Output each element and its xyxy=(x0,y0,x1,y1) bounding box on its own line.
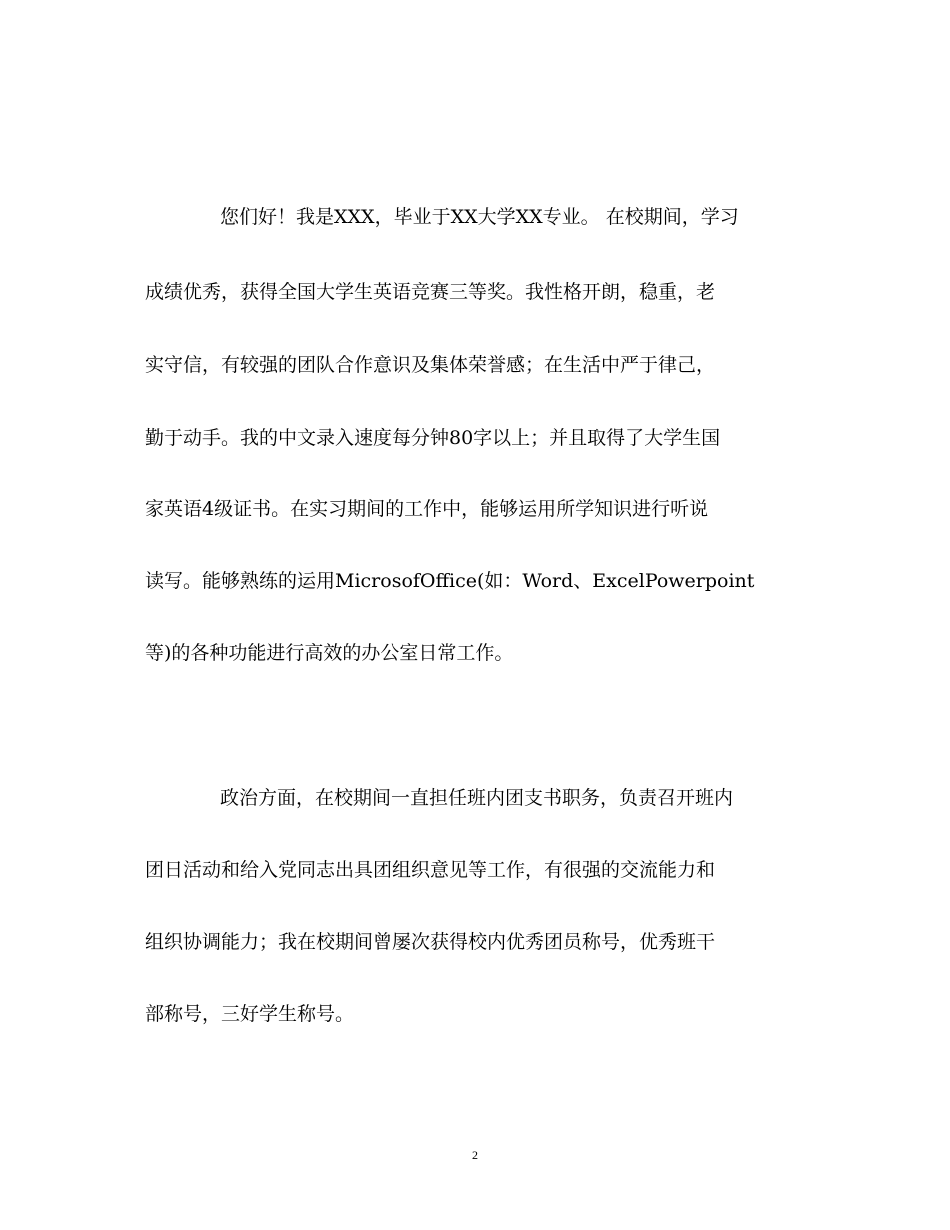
paragraph-line: 家英语4级证书。在实习期间的工作中，能够运用所学知识进行听说 xyxy=(145,498,709,520)
paragraph-line: 读写。能够熟练的运用MicrosofOffice(如：Word、ExcelPowerpoint xyxy=(145,570,755,592)
paragraph-line: 组织协调能力；我在校期间曾屡次获得校内优秀团员称号，优秀班干 xyxy=(145,931,716,953)
paragraph-line: 实守信，有较强的团队合作意识及集体荣誉感；在生活中严于律己， xyxy=(145,354,716,376)
paragraph-line: 团日活动和给入党同志出具团组织意见等工作，有很强的交流能力和 xyxy=(145,859,716,881)
page-number: 2 xyxy=(472,1148,478,1162)
paragraph-line: 勤于动手。我的中文录入速度每分钟80字以上；并且取得了大学生国 xyxy=(145,427,721,449)
paragraph-line: 您们好！我是XXX，毕业于XX大学XX专业。 在校期间，学习 xyxy=(220,206,739,228)
paragraph-line: 政治方面，在校期间一直担任班内团支书职务，负责召开班内 xyxy=(220,787,734,809)
paragraph-line: 等)的各种功能进行高效的办公室日常工作。 xyxy=(145,642,514,664)
paragraph-line: 成绩优秀，获得全国大学生英语竞赛三等奖。我性格开朗，稳重，老 xyxy=(145,281,716,303)
paragraph-line: 部称号，三好学生称号。 xyxy=(145,1003,355,1025)
